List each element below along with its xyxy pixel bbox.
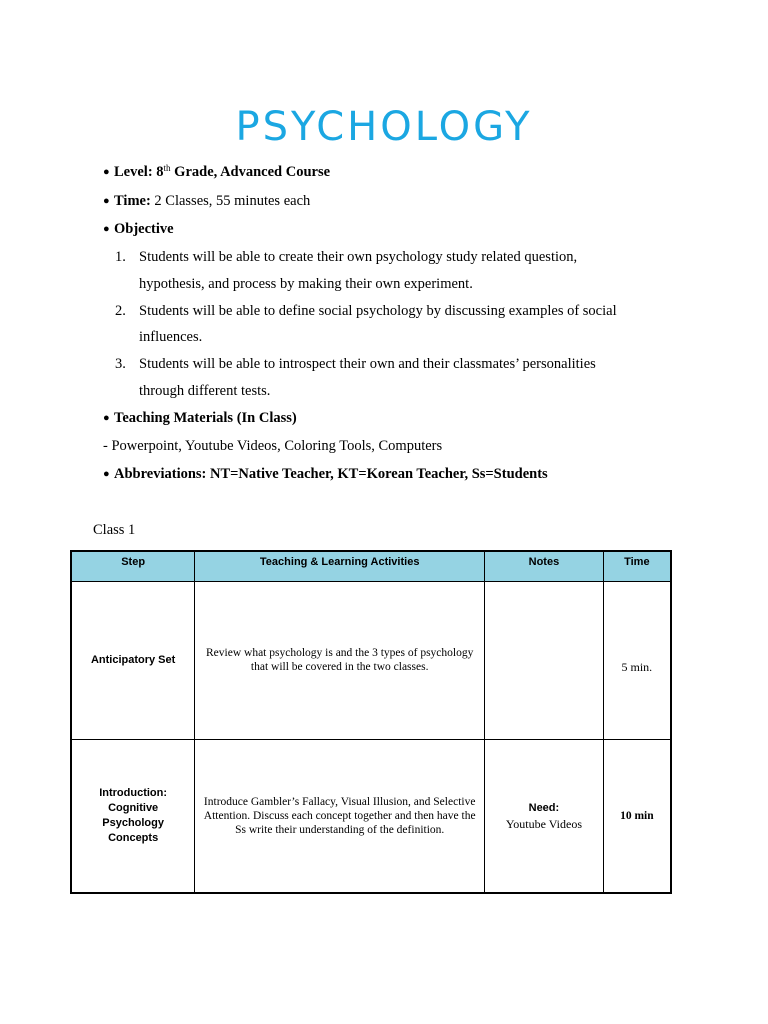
bullet-icon: ● [103, 195, 110, 207]
bullet-icon: ● [103, 166, 110, 178]
notes-value: Youtube Videos [505, 816, 582, 831]
step-cell: Introduction: Cognitive Psychology Concepts [71, 739, 195, 893]
notes-label: Need: [528, 801, 560, 814]
level-number: 8 [156, 164, 164, 180]
objective-label: Objective [114, 221, 174, 237]
header-step: Step [71, 551, 195, 581]
abbreviations-label: Abbreviations: [114, 466, 207, 482]
materials-label: Teaching Materials (In Class) [114, 410, 297, 426]
level-line [103, 164, 330, 181]
class-label: Class 1 [93, 522, 136, 538]
objective-2-line-1: Students will be able to define social psychology by discussing examples of social [139, 303, 617, 319]
table-row [71, 581, 671, 739]
activity-cell: Review what psychology is and the 3 types of psychology that will be covered in the two classes. [195, 581, 485, 739]
level-superscript: th [163, 163, 171, 173]
materials-heading [103, 410, 297, 427]
abbreviations-line [103, 466, 548, 483]
activity-cell: Introduce Gambler’s Fallacy, Visual Illusion, and Selective Attention. Discuss each concept together and then have the Ss write their understanding of the definition. [195, 739, 485, 893]
level-value: Grade, Advanced Course [174, 164, 331, 180]
objective-number: 3. [115, 356, 126, 372]
bullet-icon: ● [103, 223, 110, 235]
objective-heading [103, 221, 174, 238]
objective-number: 2. [115, 303, 126, 319]
notes-cell [485, 739, 604, 893]
step-cell: Anticipatory Set [71, 581, 195, 739]
bullet-icon: ● [103, 412, 110, 424]
bullet-icon: ● [103, 468, 110, 480]
objective-number: 1. [115, 249, 126, 265]
abbreviations-value: NT=Native Teacher, KT=Korean Teacher, Ss=Students [210, 466, 548, 482]
materials-value: - Powerpoint, Youtube Videos, Coloring Tools, Computers [103, 438, 443, 454]
objective-2-line-2: influences. [139, 329, 203, 345]
time-cell: 5 min. [603, 581, 671, 739]
page-title: PSYCHOLOGY [235, 104, 533, 150]
table-header-row [71, 551, 671, 581]
time-line [103, 193, 310, 210]
time-label: Time: [114, 193, 151, 209]
header-time: Time [603, 551, 671, 581]
objective-3-line-1: Students will be able to introspect their own and their classmates’ personalities [139, 356, 596, 372]
header-notes: Notes [485, 551, 604, 581]
objective-1-line-2: hypothesis, and process by making their own experiment. [139, 276, 473, 292]
lesson-plan-table [70, 550, 672, 894]
header-activities: Teaching & Learning Activities [195, 551, 485, 581]
objective-3-line-2: through different tests. [139, 383, 271, 399]
objective-1-line-1: Students will be able to create their own psychology study related question, [139, 249, 578, 265]
table-row [71, 739, 671, 893]
time-value: 2 Classes, 55 minutes each [154, 193, 311, 209]
level-label: Level: [114, 164, 153, 180]
notes-cell [485, 581, 604, 739]
time-cell: 10 min [603, 739, 671, 893]
